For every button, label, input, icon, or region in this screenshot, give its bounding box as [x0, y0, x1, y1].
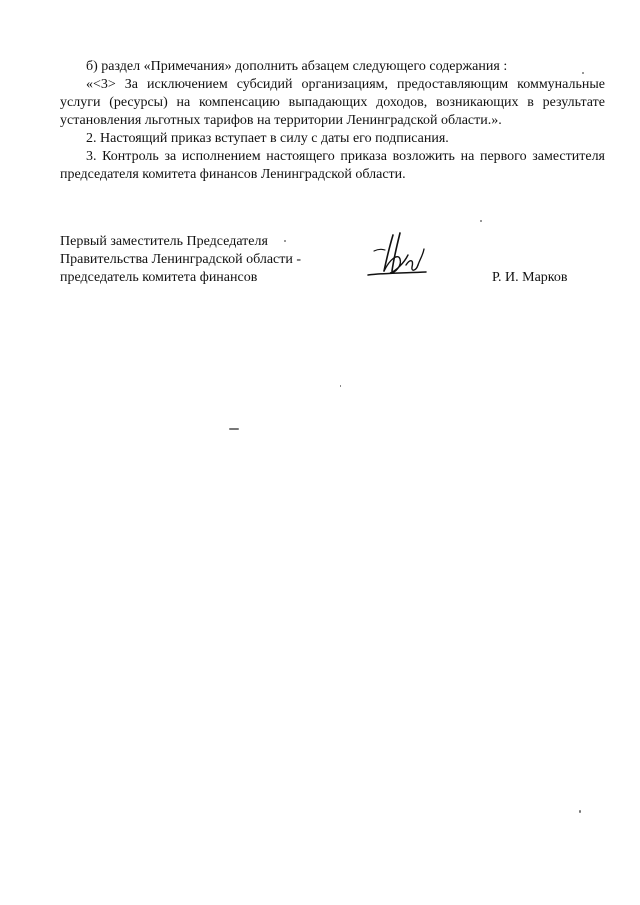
scan-speck	[480, 220, 482, 222]
control-paragraph: 3. Контроль за исполнением настоящего приказа возложить на первого заместителя председателя комитета финансов Ленинградской области.	[60, 149, 605, 182]
amendment-intro-paragraph: б) раздел «Примечания» дополнить абзацем следующего содержания :	[86, 59, 508, 74]
scan-speck	[284, 240, 286, 242]
handwritten-signature	[360, 229, 435, 281]
scan-speck	[340, 385, 341, 387]
signatory-name: Р. И. Марков	[492, 270, 568, 285]
position-line: Первый заместитель Председателя	[60, 234, 268, 249]
scan-speck	[229, 428, 239, 430]
signatory-position	[60, 233, 340, 287]
position-line: председатель комитета финансов	[60, 270, 258, 285]
position-line: Правительства Ленинградской области -	[60, 252, 302, 267]
effective-date-paragraph: 2. Настоящий приказ вступает в силу с даты его подписания.	[86, 131, 449, 146]
signature-block	[60, 233, 590, 293]
scan-speck	[579, 810, 581, 813]
scan-speck	[582, 72, 584, 74]
document-body	[60, 58, 605, 184]
footnote-text-paragraph: «<3> За исключением субсидий организациям, предоставляющим коммунальные услуги (ресурсы) на компенсацию выпадающих доходов, возникающих в результате установления льготных тарифов на территории Ленинградской области.».	[60, 77, 605, 128]
